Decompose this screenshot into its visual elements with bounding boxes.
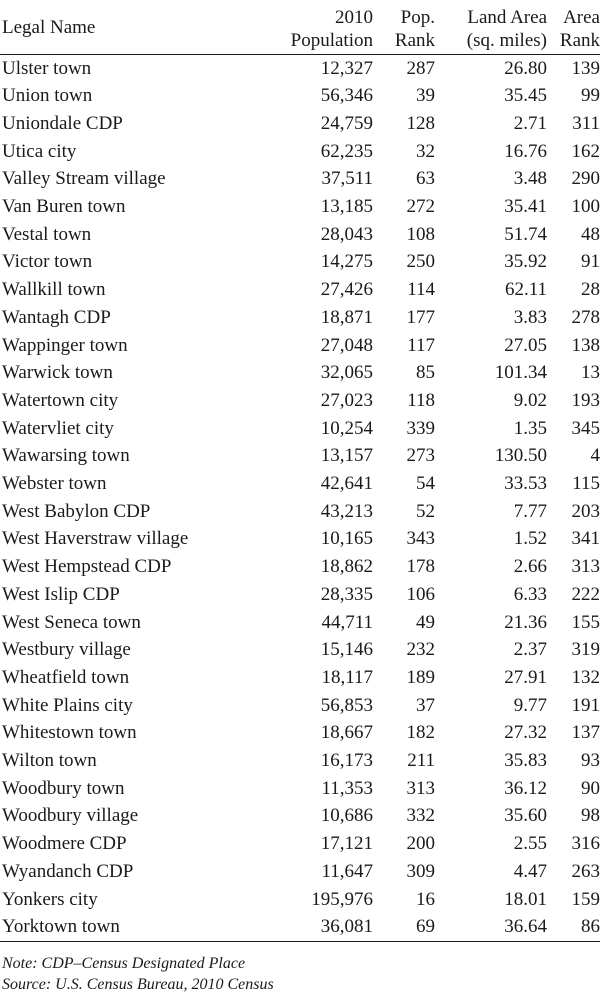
table-row <box>0 692 600 720</box>
table-row <box>0 913 600 941</box>
cell-area-rank: 345 <box>571 417 600 439</box>
cell-area-rank: 132 <box>571 666 600 688</box>
table-row <box>0 609 600 637</box>
cell-land-area: 4.47 <box>513 860 547 882</box>
cell-land-area: 36.64 <box>435 913 547 941</box>
cell-land-area: 62.11 <box>504 279 547 301</box>
cell-area-rank: 137 <box>571 722 600 744</box>
cell-pop-rank: 200 <box>406 833 435 855</box>
table-row <box>0 276 600 304</box>
cell-area-rank: 290 <box>571 168 600 190</box>
cell-legal-name: Webster town <box>2 473 107 495</box>
cell-pop-rank: 250 <box>406 251 435 273</box>
cell-area-rank: 90 <box>581 777 600 799</box>
header-population-line2: Population <box>290 29 373 51</box>
cell-legal-name: Wyandanch CDP <box>2 860 134 882</box>
table-row <box>0 581 600 609</box>
cell-land-area: 33.53 <box>504 473 547 495</box>
cell-land-area: 2.71 <box>513 112 547 134</box>
cell-legal-name: Watervliet city <box>2 417 114 439</box>
table-row <box>0 138 600 166</box>
cell-pop-rank: 54 <box>416 473 435 495</box>
cell-legal-name: Van Buren town <box>2 196 126 218</box>
cell-pop-rank: 332 <box>406 805 435 827</box>
cell-land-area: 21.36 <box>504 611 547 633</box>
table-row <box>0 415 600 443</box>
cell-area-rank: 159 <box>571 888 600 910</box>
cell-pop-rank: 177 <box>406 306 435 328</box>
cell-pop-rank: 313 <box>406 777 435 799</box>
cell-area-rank: 203 <box>571 500 600 522</box>
cell-population: 24,759 <box>320 112 373 134</box>
table-row <box>0 858 600 886</box>
cell-area-rank: 222 <box>571 583 600 605</box>
header-legal-name: Legal Name <box>0 2 233 54</box>
cell-population: 11,353 <box>321 777 373 799</box>
cell-pop-rank: 108 <box>406 223 435 245</box>
header-land-area-line1: Land Area <box>467 6 547 28</box>
cell-population: 28,335 <box>320 583 373 605</box>
cell-legal-name: Wilton town <box>2 750 97 772</box>
table-row <box>0 54 600 82</box>
cell-population: 32,065 <box>320 362 373 384</box>
cell-pop-rank: 128 <box>406 112 435 134</box>
cell-population: 36,081 <box>233 913 373 941</box>
cell-area-rank: 93 <box>581 750 600 772</box>
table-row <box>0 498 600 526</box>
cell-pop-rank: 189 <box>406 666 435 688</box>
cell-pop-rank: 63 <box>416 168 435 190</box>
cell-population: 42,641 <box>320 473 373 495</box>
cell-pop-rank: 273 <box>406 445 435 467</box>
cell-area-rank: 162 <box>571 140 600 162</box>
header-pop-rank-line1: Pop. <box>400 6 435 28</box>
cell-legal-name: West Seneca town <box>2 611 141 633</box>
cell-pop-rank: 106 <box>406 583 435 605</box>
cell-pop-rank: 32 <box>416 140 435 162</box>
cell-legal-name: Vestal town <box>2 223 92 245</box>
cell-population: 15,146 <box>320 639 373 661</box>
cell-area-rank: 99 <box>581 85 600 107</box>
table-row <box>0 664 600 692</box>
cell-population: 10,165 <box>320 528 373 550</box>
cell-land-area: 6.33 <box>513 583 547 605</box>
cell-land-area: 2.37 <box>513 639 547 661</box>
cell-pop-rank: 272 <box>406 196 435 218</box>
cell-pop-rank: 339 <box>406 417 435 439</box>
cell-population: 13,157 <box>320 445 373 467</box>
cell-pop-rank: 232 <box>406 639 435 661</box>
cell-legal-name: Westbury village <box>2 639 131 661</box>
cell-legal-name: Wantagh CDP <box>2 306 111 328</box>
table-row <box>0 332 600 360</box>
cell-population: 17,121 <box>320 833 373 855</box>
cell-land-area: 27.05 <box>504 334 547 356</box>
table-row <box>0 304 600 332</box>
cell-population: 10,254 <box>320 417 373 439</box>
header-land-area <box>435 2 547 54</box>
cell-pop-rank: 118 <box>407 389 435 411</box>
cell-area-rank: 263 <box>571 860 600 882</box>
header-population-line1: 2010 <box>335 6 373 28</box>
cell-population: 37,511 <box>321 168 373 190</box>
cell-pop-rank: 85 <box>416 362 435 384</box>
cell-land-area: 101.34 <box>494 362 547 384</box>
cell-area-rank: 28 <box>581 279 600 301</box>
cell-pop-rank: 69 <box>373 913 435 941</box>
cell-land-area: 36.12 <box>504 777 547 799</box>
table-row <box>0 886 600 914</box>
cell-population: 43,213 <box>320 500 373 522</box>
cell-population: 27,426 <box>320 279 373 301</box>
table-row <box>0 775 600 803</box>
cell-area-rank: 86 <box>547 913 600 941</box>
cell-population: 27,048 <box>320 334 373 356</box>
cell-area-rank: 98 <box>581 805 600 827</box>
cell-land-area: 35.41 <box>504 196 547 218</box>
note-cdp: Note: CDP–Census Designated Place <box>2 955 246 972</box>
cell-area-rank: 100 <box>571 196 600 218</box>
cell-legal-name: West Hempstead CDP <box>2 556 172 578</box>
cell-land-area: 3.83 <box>513 306 547 328</box>
cell-land-area: 26.80 <box>504 57 547 79</box>
cell-area-rank: 4 <box>590 445 600 467</box>
cell-area-rank: 115 <box>572 473 600 495</box>
cell-legal-name: Wawarsing town <box>2 445 130 467</box>
cell-land-area: 9.77 <box>513 694 547 716</box>
header-pop-rank-line2: Rank <box>394 29 435 51</box>
cell-legal-name: Ulster town <box>2 57 92 79</box>
header-area-rank <box>547 2 600 54</box>
cell-land-area: 9.02 <box>513 389 547 411</box>
cell-land-area: 3.48 <box>513 168 547 190</box>
table-row <box>0 830 600 858</box>
cell-area-rank: 313 <box>571 556 600 578</box>
cell-population: 18,871 <box>320 306 373 328</box>
cell-legal-name: Wappinger town <box>2 334 128 356</box>
cell-legal-name: Utica city <box>2 140 77 162</box>
cell-land-area: 51.74 <box>504 223 547 245</box>
table-row <box>0 359 600 387</box>
cell-area-rank: 193 <box>571 389 600 411</box>
cell-pop-rank: 309 <box>406 860 435 882</box>
cell-land-area: 18.01 <box>504 888 547 910</box>
cell-legal-name: Yonkers city <box>2 888 98 910</box>
table-row <box>0 470 600 498</box>
cell-population: 12,327 <box>320 57 373 79</box>
table-row <box>0 221 600 249</box>
cell-legal-name: West Haverstraw village <box>2 528 189 550</box>
cell-area-rank: 155 <box>571 611 600 633</box>
table-row <box>0 636 600 664</box>
cell-pop-rank: 37 <box>416 694 435 716</box>
cell-area-rank: 139 <box>571 57 600 79</box>
cell-population: 28,043 <box>320 223 373 245</box>
cell-area-rank: 48 <box>581 223 600 245</box>
cell-land-area: 35.45 <box>504 85 547 107</box>
cell-land-area: 35.92 <box>504 251 547 273</box>
header-area-rank-line2: Rank <box>559 29 600 51</box>
header-population <box>233 2 373 54</box>
cell-pop-rank: 52 <box>416 500 435 522</box>
cell-pop-rank: 343 <box>406 528 435 550</box>
cell-legal-name: Valley Stream village <box>2 168 166 190</box>
cell-land-area: 16.76 <box>504 140 547 162</box>
cell-pop-rank: 16 <box>416 888 435 910</box>
cell-pop-rank: 114 <box>407 279 435 301</box>
cell-pop-rank: 211 <box>407 750 435 772</box>
cell-population: 44,711 <box>321 611 373 633</box>
table-header <box>0 2 600 54</box>
table-body <box>0 54 600 942</box>
cell-population: 10,686 <box>320 805 373 827</box>
cell-land-area: 2.55 <box>513 833 547 855</box>
header-area-rank-line1: Area <box>563 6 600 28</box>
cell-land-area: 2.66 <box>513 556 547 578</box>
cell-area-rank: 311 <box>572 112 600 134</box>
cell-legal-name: West Islip CDP <box>2 583 120 605</box>
table-row <box>0 82 600 110</box>
cell-legal-name: West Babylon CDP <box>2 500 151 522</box>
table-notes <box>2 953 274 995</box>
header-pop-rank <box>373 2 435 54</box>
cell-land-area: 27.32 <box>504 722 547 744</box>
cell-legal-name: Union town <box>2 85 93 107</box>
cell-land-area: 1.35 <box>513 417 547 439</box>
cell-area-rank: 138 <box>571 334 600 356</box>
cell-population: 18,862 <box>320 556 373 578</box>
cell-population: 62,235 <box>320 140 373 162</box>
cell-pop-rank: 39 <box>416 85 435 107</box>
cell-legal-name: Watertown city <box>2 389 119 411</box>
cell-population: 13,185 <box>320 196 373 218</box>
table-row <box>0 747 600 775</box>
table-row <box>0 248 600 276</box>
cell-area-rank: 316 <box>571 833 600 855</box>
table-row <box>0 719 600 747</box>
cell-land-area: 35.60 <box>504 805 547 827</box>
cell-area-rank: 278 <box>571 306 600 328</box>
table-row <box>0 442 600 470</box>
table-row <box>0 193 600 221</box>
cell-area-rank: 91 <box>581 251 600 273</box>
cell-pop-rank: 287 <box>406 57 435 79</box>
header-land-area-line2: (sq. miles) <box>466 29 547 51</box>
cell-legal-name: Woodmere CDP <box>2 833 127 855</box>
table-row <box>0 110 600 138</box>
cell-pop-rank: 49 <box>416 611 435 633</box>
note-source: Source: U.S. Census Bureau, 2010 Census <box>2 976 274 993</box>
cell-population: 14,275 <box>320 251 373 273</box>
cell-land-area: 7.77 <box>513 500 547 522</box>
cell-population: 18,667 <box>320 722 373 744</box>
cell-legal-name: Wallkill town <box>2 279 106 301</box>
cell-legal-name: Warwick town <box>2 362 113 384</box>
cell-pop-rank: 182 <box>406 722 435 744</box>
cell-land-area: 35.83 <box>504 750 547 772</box>
cell-population: 56,346 <box>320 85 373 107</box>
cell-pop-rank: 117 <box>407 334 435 356</box>
table-row <box>0 525 600 553</box>
cell-population: 18,117 <box>321 666 373 688</box>
cell-legal-name: Uniondale CDP <box>2 112 123 134</box>
cell-population: 56,853 <box>320 694 373 716</box>
cell-area-rank: 191 <box>571 694 600 716</box>
cell-land-area: 27.91 <box>504 666 547 688</box>
cell-area-rank: 319 <box>571 639 600 661</box>
cell-land-area: 1.52 <box>513 528 547 550</box>
cell-legal-name: Yorktown town <box>0 913 233 941</box>
table-row <box>0 802 600 830</box>
cell-legal-name: Woodbury village <box>2 805 139 827</box>
table-row <box>0 165 600 193</box>
cell-land-area: 130.50 <box>494 445 547 467</box>
cell-legal-name: Woodbury town <box>2 777 125 799</box>
cell-legal-name: Victor town <box>2 251 93 273</box>
cell-population: 16,173 <box>320 750 373 772</box>
cell-legal-name: Whitestown town <box>2 722 137 744</box>
cell-legal-name: Wheatfield town <box>2 666 130 688</box>
cell-population: 27,023 <box>320 389 373 411</box>
table-row <box>0 387 600 415</box>
cell-population: 195,976 <box>311 888 373 910</box>
cell-area-rank: 13 <box>581 362 600 384</box>
cell-legal-name: White Plains city <box>2 694 133 716</box>
cell-area-rank: 341 <box>571 528 600 550</box>
census-table <box>0 2 600 942</box>
cell-population: 11,647 <box>321 860 373 882</box>
table-row <box>0 553 600 581</box>
cell-pop-rank: 178 <box>406 556 435 578</box>
